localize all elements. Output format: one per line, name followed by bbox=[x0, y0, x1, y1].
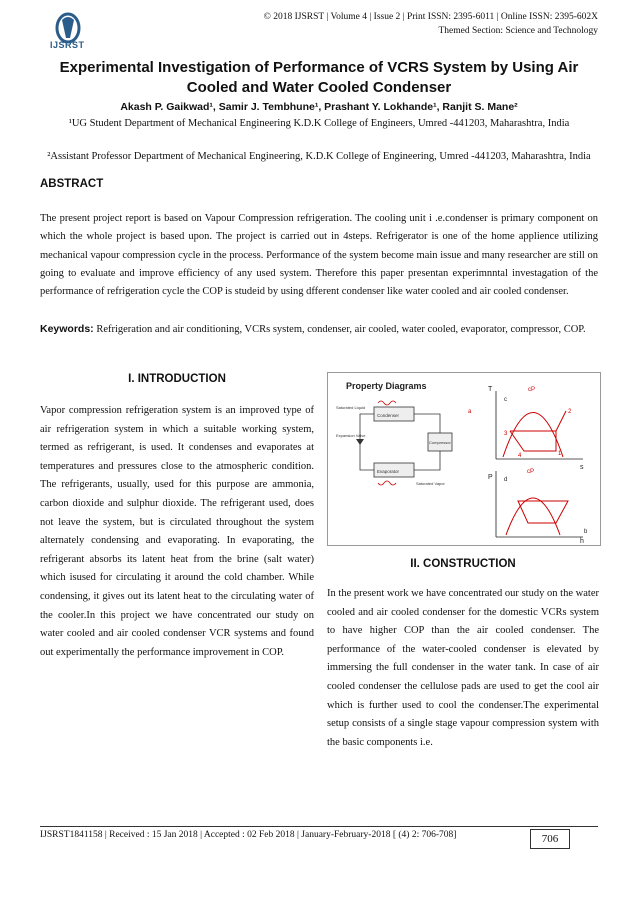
valve-label: Expansion Valve bbox=[336, 433, 366, 438]
section-1-text: Vapor compression refrigeration system is an improved type of air refrigeration system in which a suitable working system, termed as refrigerant, is used. It condenses and evaporates at temperatures and pressures close to the atmospheric condition. The refrigerants, usually, used for this purpose are ammonia, carbon dioxide and sulphur dioxide. The refrigerant used, does not leave the system, but is circulated throughout the system alternately condensing and evaporating. In evaporating, the refrigerant absorbs its latent heat from the brine (salt water) which isused for circulating it around the cold chamber. While condensing, it gives out its latent heat to the circulating water of the cooler.In this project we have concentrated our study on water cooled and air cooled condenser VCR systems and found out experimentally the performance improvement in COP. bbox=[40, 405, 314, 658]
header-themed-section: Themed Section: Science and Technology bbox=[438, 26, 598, 36]
ts-cycle-path bbox=[510, 411, 566, 451]
header-issn-line: © 2018 IJSRST | Volume 4 | Issue 2 | Print ISSN: 2395-6011 | Online ISSN: 2395-602X bbox=[263, 12, 598, 22]
ts-y-label: T bbox=[488, 386, 493, 393]
section-2-heading: II. CONSTRUCTION bbox=[410, 558, 516, 570]
affiliation-2: ²Assistant Professor Department of Mechanical Engineering, K.D.K College of Engineering, Umred -441203, Maharashtra, India bbox=[47, 151, 591, 162]
sat-liquid-label: Saturated Liquid bbox=[336, 405, 366, 410]
condenser-label: Condenser bbox=[377, 413, 400, 418]
ph-saturation-dome bbox=[506, 498, 560, 535]
abstract-text: The present project report is based on Vapour Compression refrigeration. The cooling unit i .e.condenser is primary component on which the whole project is based upon. The project is carried out in 4steps. Refrigerator is one of the home applience utilizing mechanical vapour compression cycle in the process. Performance of the system become main issue and many researcher are still on going to evaluate and improve efficiency of any used system. Therefore this paper presentan experimnntal investagation of the performance of refrigeration cycle the COP is studeid by using dfferent condenser like water cooled and air cooled condenser. bbox=[40, 213, 598, 298]
author-list: Akash P. Gaikwad¹, Samir J. Tembhune¹, Prashant Y. Lokhande¹, Ranjit S. Mane² bbox=[120, 101, 518, 113]
keywords-paragraph bbox=[40, 320, 598, 339]
compressor-label: Compressor bbox=[429, 440, 451, 445]
ts-axes bbox=[496, 391, 583, 459]
property-diagrams-figure bbox=[327, 372, 601, 546]
ts-state-3: 3 bbox=[504, 431, 508, 437]
section-2-text: In the present work we have concentrated our study on the water cooled and air cooled condenser for the domestic VCRs system to have higher COP than the air cooled condenser. The performance of the water-cooled condenser is elevated by immersing the full condenser in the water tank. In case of air cooled condenser the cellulose pads are used to get the cool air which is further used to cool the condenser.The experimental setup consists of a single stage vapour compression system with the basic components i.e. bbox=[327, 588, 599, 748]
figure-title: Property Diagrams bbox=[346, 381, 427, 391]
abstract-heading: ABSTRACT bbox=[40, 178, 104, 190]
paper-title: Experimental Investigation of Performance of VCRS System by Using Air Cooled and Water Cooled Condenser bbox=[59, 59, 579, 96]
ph-panel-label: d bbox=[504, 477, 508, 483]
footer-citation: IJSRST1841158 | Received : 15 Jan 2018 | Accepted : 02 Feb 2018 | January-February-2018 [ (4) 2: 706-708] bbox=[40, 830, 457, 840]
ts-state-1: 1 bbox=[558, 451, 562, 457]
footer-rule bbox=[40, 826, 598, 827]
keywords-text: Refrigeration and air conditioning, VCRs system, condenser, air cooled, water cooled, evaporator, compressor, COP. bbox=[93, 324, 586, 335]
keywords-label: Keywords: bbox=[40, 323, 94, 335]
expansion-valve-symbol bbox=[356, 439, 364, 445]
ts-x-label: s bbox=[580, 464, 584, 471]
schematic-panel-label: a bbox=[468, 409, 472, 415]
evaporator-label: Evaporator bbox=[377, 469, 400, 474]
ts-critical-point: cP bbox=[528, 387, 536, 393]
affiliation-1: ¹UG Student Department of Mechanical Engineering K.D.K College of Engineers, Umred -441203, Maharashtra, India bbox=[68, 118, 570, 129]
section-1-heading: I. INTRODUCTION bbox=[128, 373, 226, 385]
heat-in-arrow bbox=[378, 481, 396, 485]
ph-x-label: h bbox=[580, 538, 584, 545]
ph-panel-label-b: b bbox=[584, 529, 588, 535]
sat-vapor-label: Saturated Vapor bbox=[416, 481, 445, 486]
ph-y-label: P bbox=[488, 474, 493, 481]
page-number: 706 bbox=[530, 829, 570, 849]
journal-logo-text: IJSRST bbox=[50, 40, 85, 50]
ts-saturation-dome bbox=[503, 413, 563, 458]
ts-panel-label: c bbox=[504, 397, 507, 403]
ph-critical-point: cP bbox=[527, 469, 535, 475]
ph-cycle-path bbox=[518, 501, 568, 523]
heat-out-arrow bbox=[378, 401, 396, 405]
ts-state-4: 4 bbox=[518, 453, 522, 459]
figure-svg bbox=[328, 373, 600, 545]
ts-state-2: 2 bbox=[568, 409, 572, 415]
